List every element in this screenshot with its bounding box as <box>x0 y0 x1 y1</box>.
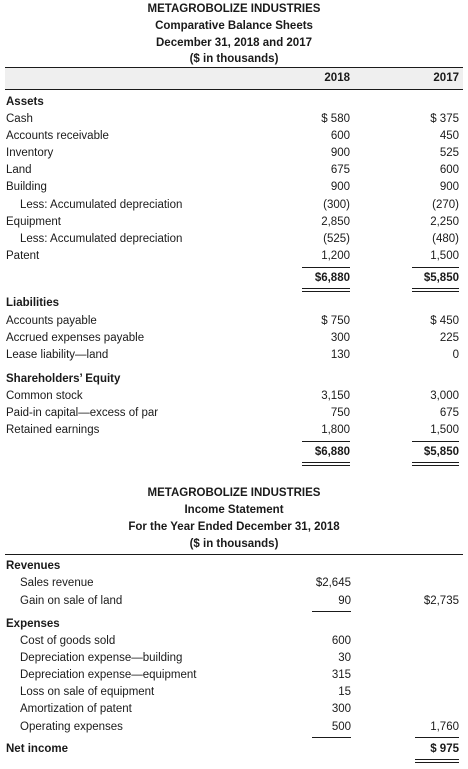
liability-label-accrued-expenses: Accrued expenses payable <box>6 332 145 344</box>
equity-common-stock-2017: 3,000 <box>430 390 459 402</box>
expense-label-dep-building: Depreciation expense—building <box>20 652 183 664</box>
asset-ar-2018: 600 <box>330 130 350 142</box>
expense-label-dep-equipment: Depreciation expense—equipment <box>20 669 197 681</box>
asset-equipment-2018: 2,850 <box>321 216 350 228</box>
asset-equipment-2017: 2,250 <box>430 216 459 228</box>
equity-heading: Shareholders’ Equity <box>6 373 121 385</box>
assets-subtotal-line-2017 <box>412 267 459 268</box>
asset-accum-dep-building-2018: (300) <box>323 199 350 211</box>
asset-land-2017: 600 <box>439 164 459 176</box>
header-bottom-rule <box>5 89 463 90</box>
asset-label-cash: Cash <box>6 113 33 125</box>
total-assets-double-line-2018 <box>302 288 350 292</box>
asset-cash-2018: $ 580 <box>321 113 350 125</box>
column-header-2018: 2018 <box>324 72 350 84</box>
expenses-subtotal-line <box>312 737 351 738</box>
asset-building-2017: 900 <box>439 181 459 193</box>
liabilities-heading: Liabilities <box>6 297 60 309</box>
equity-common-stock-2018: 3,150 <box>321 390 350 402</box>
liability-ap-2017: $ 450 <box>430 315 459 327</box>
asset-label-inventory: Inventory <box>6 147 54 159</box>
total-liab-equity-double-line-2018 <box>302 462 350 466</box>
total-assets-double-line-2017 <box>412 288 459 292</box>
is-company-name: METAGROBOLIZE INDUSTRIES <box>147 487 321 499</box>
net-income-label: Net income <box>6 743 68 755</box>
equity-label-common-stock: Common stock <box>6 390 83 402</box>
bs-date: December 31, 2018 and 2017 <box>156 37 312 49</box>
asset-land-2018: 675 <box>330 164 350 176</box>
is-units: ($ in thousands) <box>189 538 279 550</box>
asset-patent-2018: 1,200 <box>321 250 350 262</box>
asset-label-land: Land <box>6 164 32 176</box>
liab-equity-subtotal-line-2018 <box>302 441 350 442</box>
revenues-heading: Revenues <box>6 560 61 572</box>
asset-ar-2017: 450 <box>439 130 459 142</box>
net-income-amount: $ 975 <box>430 743 459 755</box>
asset-inventory-2018: 900 <box>330 147 350 159</box>
expense-dep-building-amount: 30 <box>338 652 351 664</box>
bs-company-name: METAGROBOLIZE INDUSTRIES <box>147 3 321 15</box>
total-liab-equity-2018: $6,880 <box>314 446 350 458</box>
revenue-gain-land-amount: 90 <box>338 595 351 607</box>
equity-label-paid-in-capital: Paid-in capital—excess of par <box>6 407 159 419</box>
expense-label-operating: Operating expenses <box>20 721 123 733</box>
expense-label-amortization: Amortization of patent <box>20 703 132 715</box>
equity-retained-2018: 1,800 <box>321 424 350 436</box>
assets-heading: Assets <box>6 96 44 108</box>
is-header-rule <box>5 554 463 555</box>
asset-inventory-2017: 525 <box>439 147 459 159</box>
asset-label-accounts-receivable: Accounts receivable <box>6 130 109 142</box>
expenses-total: 1,760 <box>430 721 459 733</box>
liability-accrued-2017: 225 <box>439 332 459 344</box>
total-liab-equity-2017: $5,850 <box>423 446 459 458</box>
expense-label-loss-equipment: Loss on sale of equipment <box>20 686 155 698</box>
asset-building-2018: 900 <box>330 181 350 193</box>
revenue-label-sales: Sales revenue <box>20 577 94 589</box>
revenue-label-gain-land: Gain on sale of land <box>20 595 123 607</box>
expense-dep-equipment-amount: 315 <box>331 669 351 681</box>
asset-cash-2017: $ 375 <box>430 113 459 125</box>
asset-label-patent: Patent <box>6 250 40 262</box>
liability-label-lease-liability: Lease liability—land <box>6 349 109 361</box>
expense-operating-amount: 500 <box>331 721 351 733</box>
equity-label-retained-earnings: Retained earnings <box>6 424 100 436</box>
expense-loss-equipment-amount: 15 <box>338 686 351 698</box>
liability-lease-2017: 0 <box>452 349 459 361</box>
revenues-total: $2,735 <box>423 595 459 607</box>
asset-accum-dep-building-2017: (270) <box>432 199 459 211</box>
column-header-2017: 2017 <box>433 72 459 84</box>
expense-cogs-amount: 600 <box>331 635 351 647</box>
asset-patent-2017: 1,500 <box>430 250 459 262</box>
asset-label-accum-dep-equipment: Less: Accumulated depreciation <box>20 233 183 245</box>
asset-accum-dep-equipment-2018: (525) <box>323 233 350 245</box>
revenues-subtotal-line <box>312 611 351 612</box>
equity-paid-in-2018: 750 <box>330 407 350 419</box>
is-title: Income Statement <box>184 504 284 516</box>
assets-subtotal-line-2018 <box>302 267 350 268</box>
is-period: For the Year Ended December 31, 2018 <box>128 521 340 533</box>
liability-lease-2018: 130 <box>330 349 350 361</box>
net-income-double-line <box>415 759 459 763</box>
expense-amortization-amount: 300 <box>331 703 351 715</box>
equity-retained-2017: 1,500 <box>430 424 459 436</box>
total-liab-equity-double-line-2017 <box>412 462 459 466</box>
asset-accum-dep-equipment-2017: (480) <box>432 233 459 245</box>
header-top-rule <box>5 67 463 68</box>
column-header-band <box>5 67 463 89</box>
total-assets-2017: $5,850 <box>423 272 459 284</box>
bs-title: Comparative Balance Sheets <box>155 20 313 32</box>
revenue-sales-amount: $2,645 <box>315 577 351 589</box>
liab-equity-subtotal-line-2017 <box>412 441 459 442</box>
net-income-subtotal-line <box>415 737 459 738</box>
asset-label-accum-dep-building: Less: Accumulated depreciation <box>20 199 183 211</box>
total-assets-2018: $6,880 <box>314 272 350 284</box>
liability-accrued-2018: 300 <box>330 332 350 344</box>
bs-units: ($ in thousands) <box>189 53 279 65</box>
liability-ap-2018: $ 750 <box>321 315 350 327</box>
expense-label-cogs: Cost of goods sold <box>20 635 116 647</box>
asset-label-building: Building <box>6 181 47 193</box>
equity-paid-in-2017: 675 <box>439 407 459 419</box>
expenses-heading: Expenses <box>6 618 60 630</box>
asset-label-equipment: Equipment <box>6 216 61 228</box>
liability-label-accounts-payable: Accounts payable <box>6 315 97 327</box>
